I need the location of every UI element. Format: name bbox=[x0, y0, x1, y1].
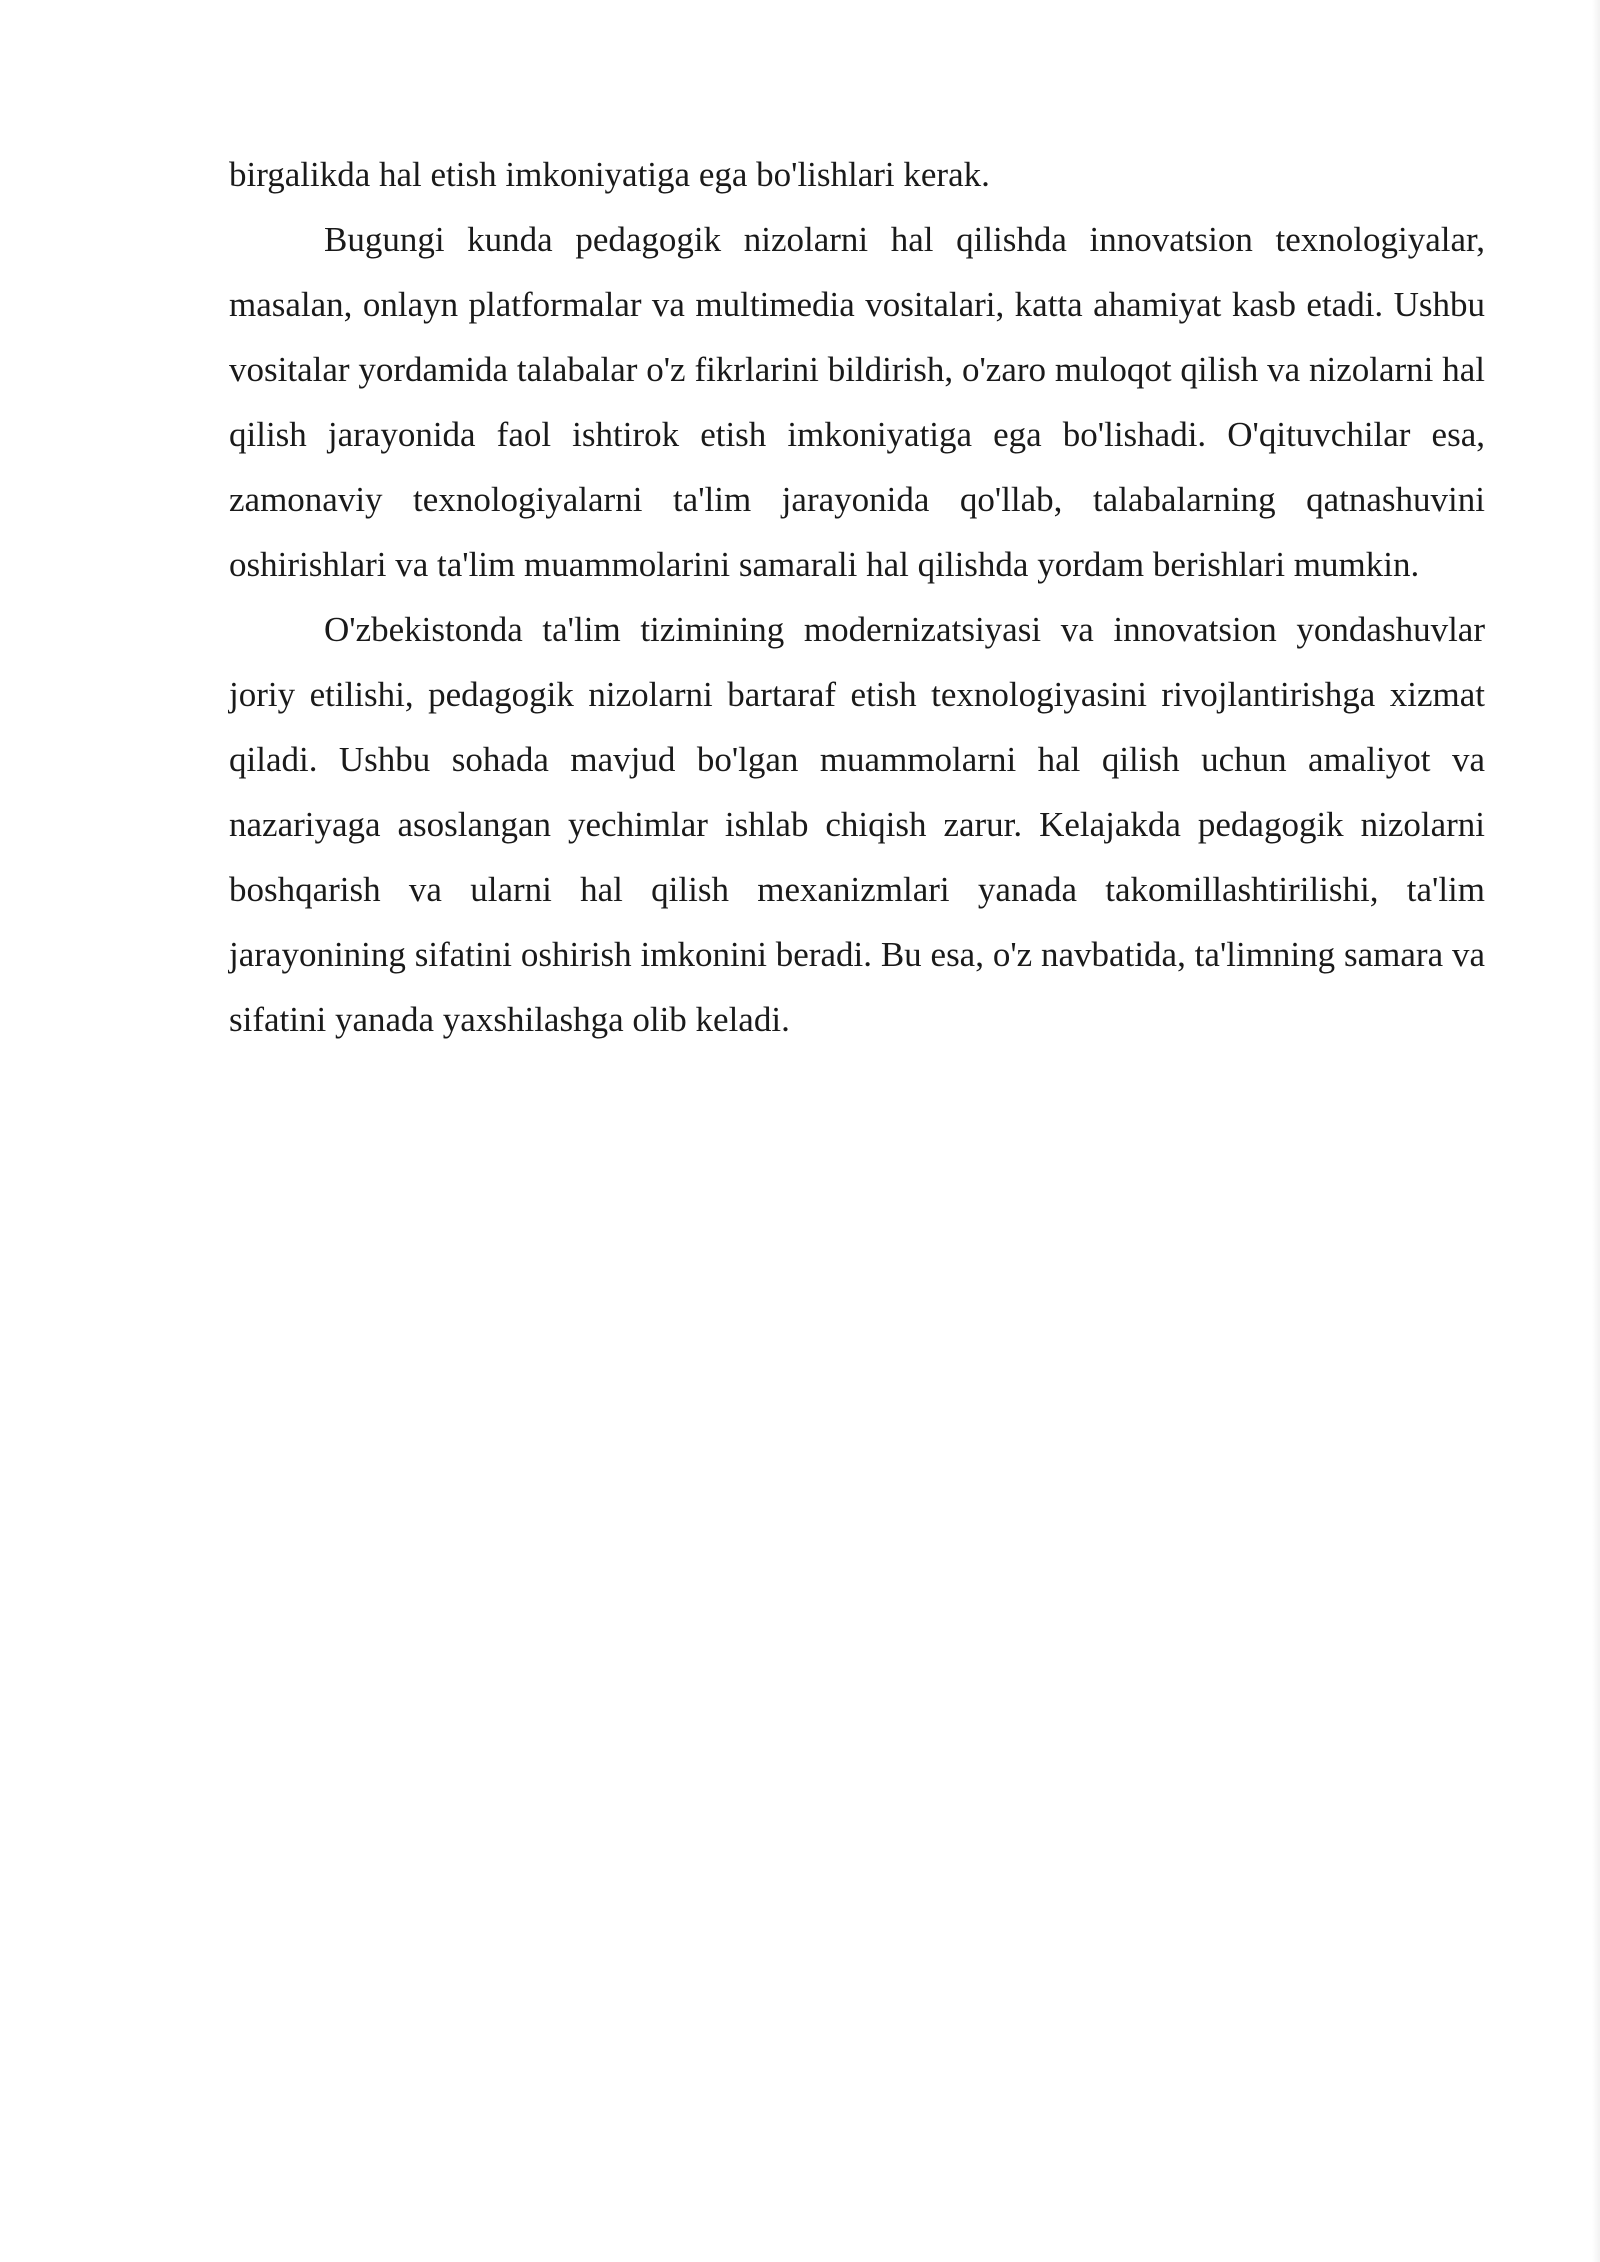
paragraph-continuation: birgalikda hal etish imkoniyatiga ega bo'lishlari kerak. bbox=[229, 155, 990, 194]
page-edge-shadow bbox=[1592, 0, 1600, 2262]
paragraph-innovative-technologies: Bugungi kunda pedagogik nizolarni hal qilishda innovatsion texnologiyalar, masalan, onlayn platformalar va multimedia vositalari, katta ahamiyat kasb etadi. Ushbu vositalar yordamida talabalar o'z fikrlarini bildirish, o'zaro muloqot qilish va nizolarni hal qilish jarayonida faol ishtirok etish imkoniyatiga ega bo'lishadi. O'qituvchilar esa, zamonaviy texnologiyalarni ta'lim jarayonida qo'llab, talabalarning qatnashuvini oshirishlari va ta'lim muammolarini samarali hal qilishda yordam berishlari mumkin. bbox=[229, 220, 1485, 584]
paragraph-uzbekistan-modernization: O'zbekistonda ta'lim tizimining modernizatsiyasi va innovatsion yondashuvlar joriy etilishi, pedagogik nizolarni bartaraf etish texnologiyasini rivojlantirishga xizmat qiladi. Ushbu sohada mavjud bo'lgan muammolarni hal qilish uchun amaliyot va nazariyaga asoslangan yechimlar ishlab chiqish zarur. Kelajakda pedagogik nizolarni boshqarish va ularni hal qilish mexanizmlari yanada takomillashtirilishi, ta'lim jarayonining sifatini oshirish imkonini beradi. Bu esa, o'z navbatida, ta'limning samara va sifatini yanada yaxshilashga olib keladi. bbox=[229, 610, 1485, 1039]
document-body bbox=[229, 142, 1485, 1052]
